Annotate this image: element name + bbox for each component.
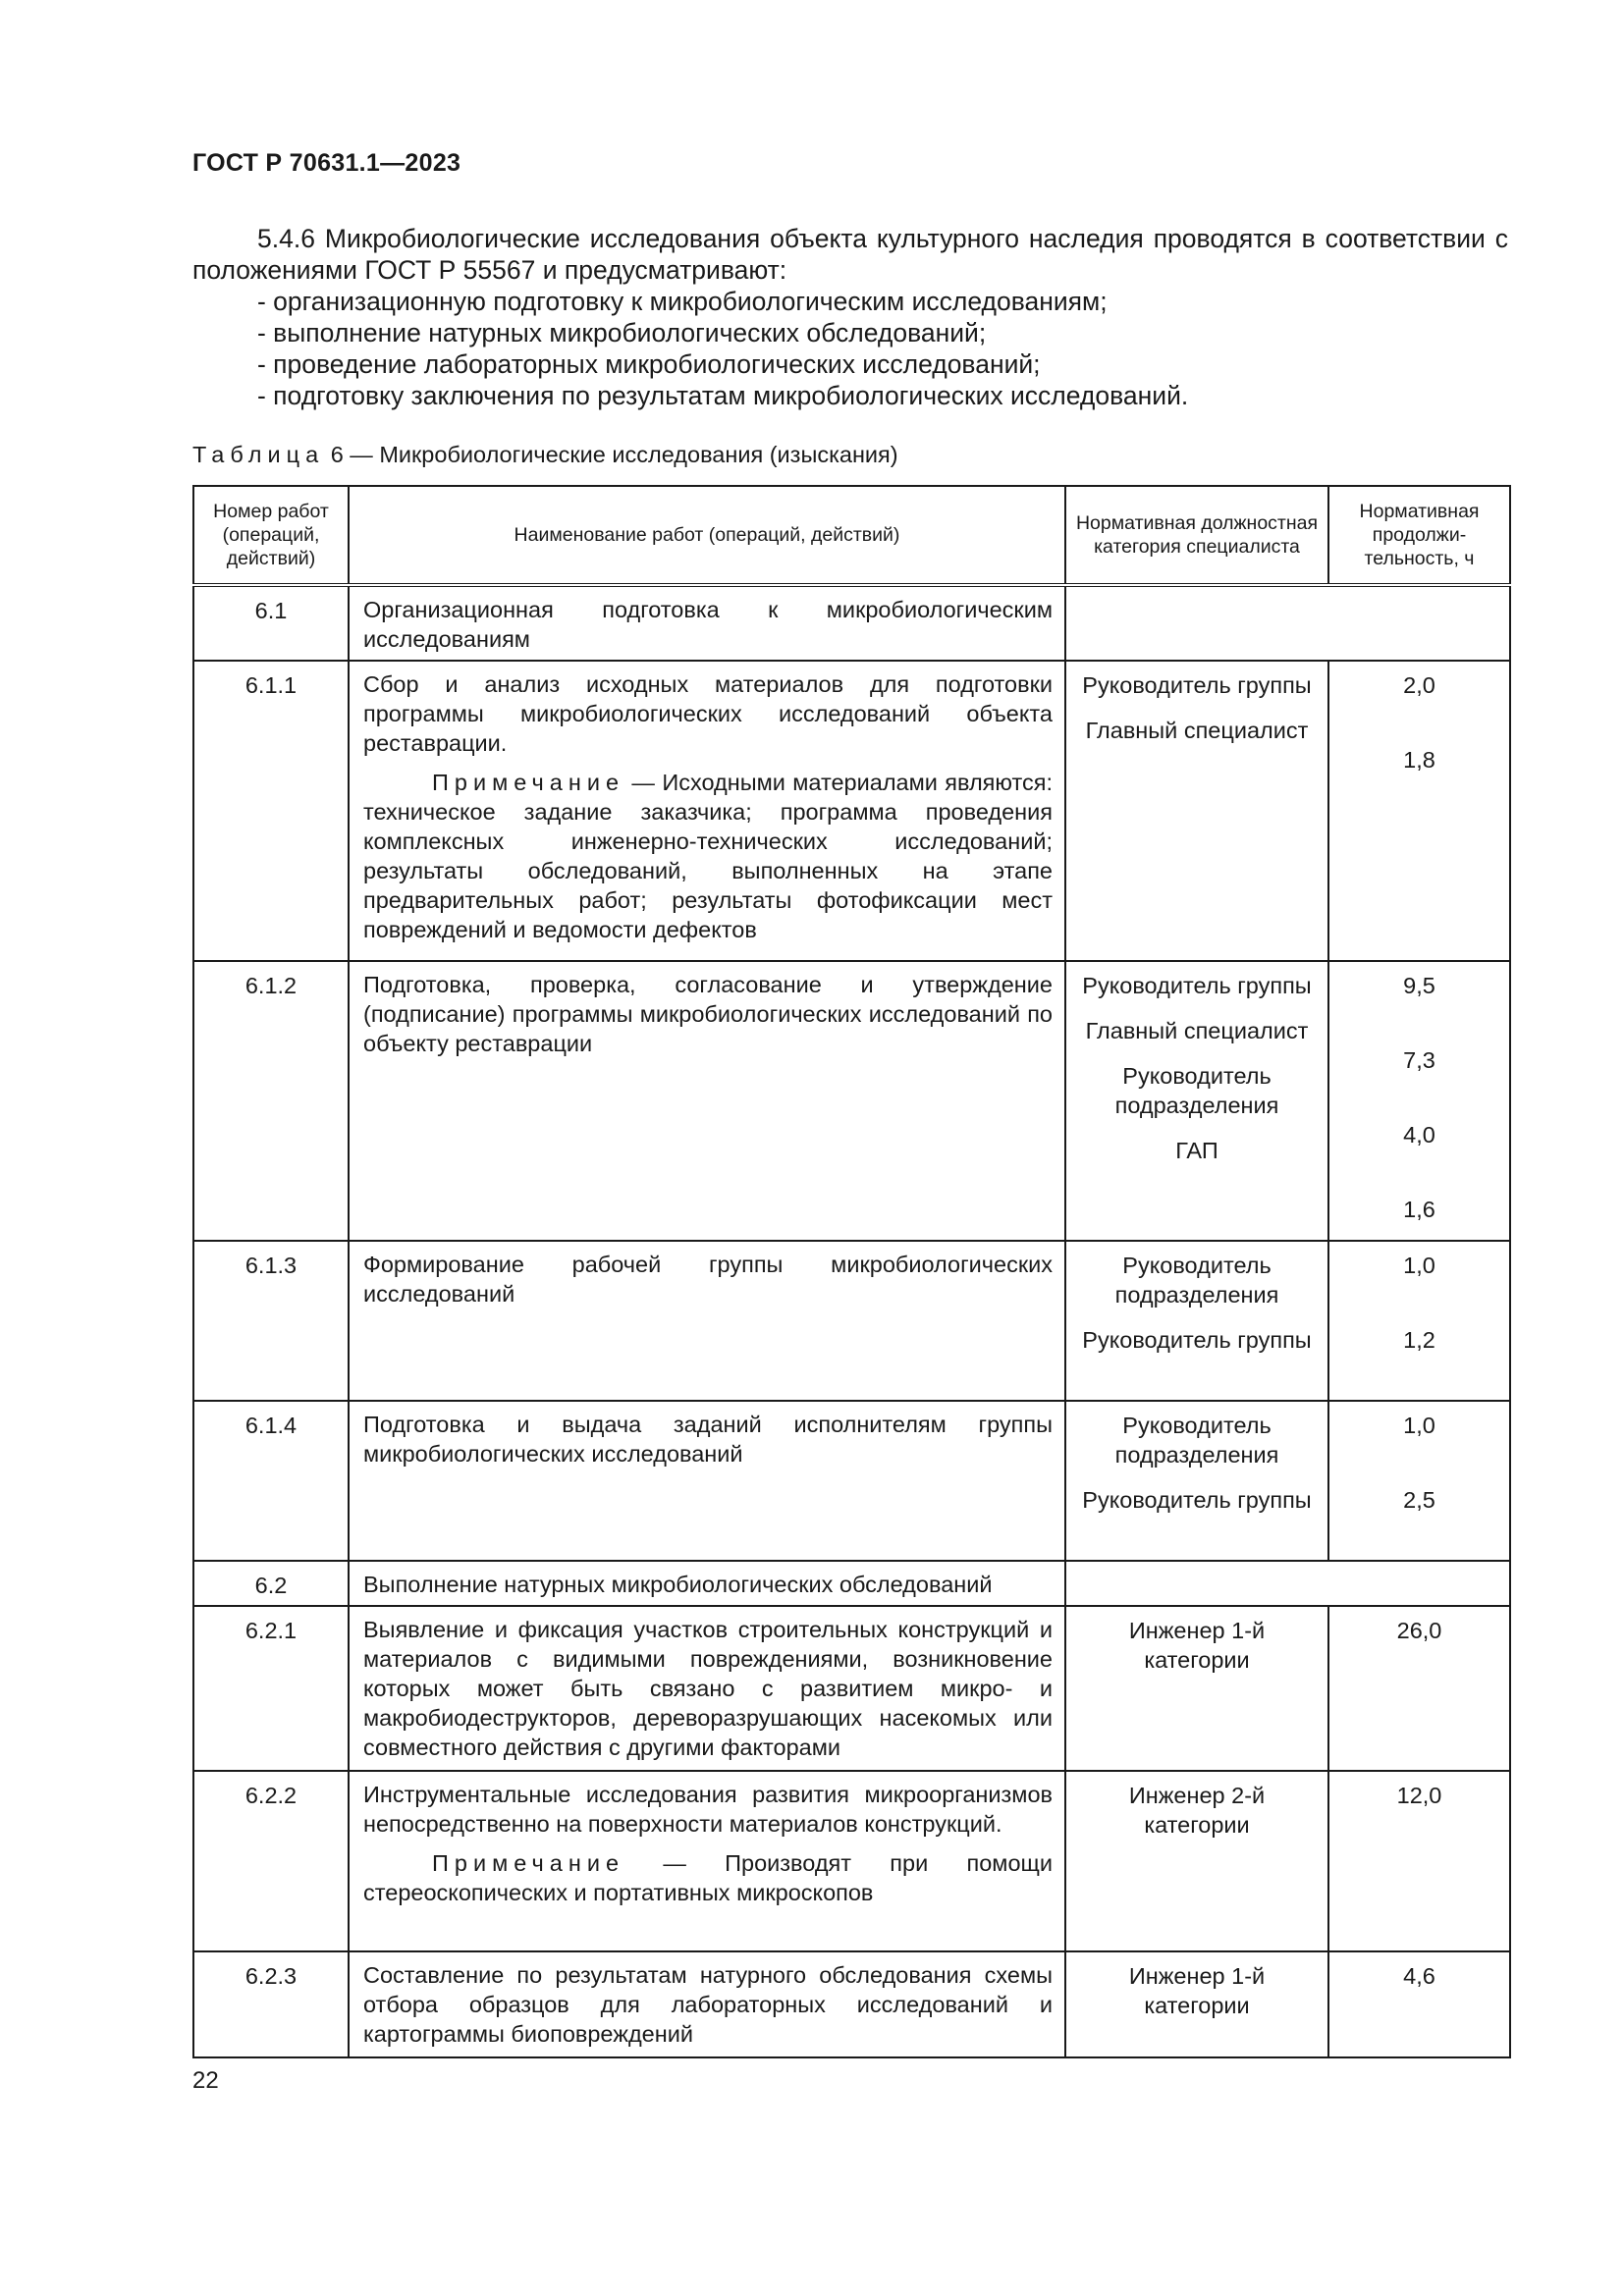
- note-label: Примечание: [432, 770, 625, 795]
- note-text: Исходными материалами являются: техническое задание заказчика; программа проведения комплексных инженерно-технических исследований; результаты обследований, выполненных на этапе предварительных работ; результаты фотофиксации мест повреждений и ведомости дефектов: [363, 770, 1053, 942]
- row-empty-cell: [1065, 585, 1510, 661]
- row-categories: [1065, 1951, 1328, 2057]
- duration-item: 2,0: [1403, 672, 1435, 698]
- row-name: Выполнение натурных микробиологических обследований: [349, 1561, 1065, 1606]
- table-row: [193, 961, 1510, 1241]
- table-row: [193, 1561, 1510, 1606]
- row-name-text: Сбор и анализ исходных материалов для подготовки программы микробиологических исследований объекта реставрации.: [363, 671, 1053, 756]
- row-name: Подготовка, проверка, согласование и утверждение (подписание) программы микробиологических исследований по объекту реставрации: [349, 961, 1065, 1241]
- table-caption-label: Таблица: [192, 442, 325, 467]
- row-name: Формирование рабочей группы микробиологических исследований: [349, 1241, 1065, 1401]
- row-name: Подготовка и выдача заданий исполнителям группы микробиологических исследований: [349, 1401, 1065, 1561]
- category-item: Руководитель группы: [1082, 1327, 1312, 1353]
- row-number: 6.2.1: [193, 1606, 349, 1771]
- row-note: Примечание — Исходными материалами являются: техническое задание заказчика; программа проведения комплексных инженерно-технических исследований; результаты обследований, выполненных на этапе предварительных работ; результаты фотофиксации мест повреждений и ведомости дефектов: [363, 770, 1053, 942]
- row-durations: [1328, 1951, 1510, 2057]
- row-number: 6.1.4: [193, 1401, 349, 1561]
- row-number: 6.2: [193, 1561, 349, 1606]
- duration-item: 1,2: [1403, 1327, 1435, 1353]
- row-name: [349, 661, 1065, 961]
- intro-list-item: - выполнение натурных микробиологических обследований;: [257, 318, 987, 347]
- row-number: 6.1.1: [193, 661, 349, 961]
- row-name: [349, 1771, 1065, 1951]
- duration-item: 26,0: [1396, 1618, 1442, 1643]
- table-caption: [192, 442, 898, 468]
- row-name: Выявление и фиксация участков строительных конструкций и материалов с видимыми повреждениями, возникновение которых может быть связано с развитием микро- и макробиодеструкторов, дереворазрушающих насекомых или совместного действия с другими факторами: [349, 1606, 1065, 1771]
- note-text: Производят при помощи стереоскопических и портативных микроскопов: [363, 1850, 1053, 1905]
- category-item: Инженер 1-й категории: [1128, 1963, 1266, 2018]
- row-durations: [1328, 1606, 1510, 1771]
- row-durations: [1328, 1771, 1510, 1951]
- table-header-row: [193, 486, 1510, 585]
- duration-item: 4,0: [1403, 1122, 1435, 1148]
- intro-list-item: - подготовку заключения по результатам микробиологических исследований.: [257, 381, 1189, 410]
- category-item: Инженер 2-й категории: [1128, 1783, 1266, 1838]
- row-durations: [1328, 961, 1510, 1241]
- table-row: [193, 661, 1510, 961]
- category-item: Инженер 1-й категории: [1128, 1618, 1266, 1673]
- table-row: [193, 1401, 1510, 1561]
- header-name: Наименование работ (операций, действий): [349, 486, 1065, 585]
- category-item: ГАП: [1175, 1138, 1218, 1163]
- header-category: Нормативная должностная категория специалиста: [1065, 486, 1328, 585]
- duration-item: 1,8: [1403, 747, 1435, 773]
- row-empty-cell: [1065, 1561, 1510, 1606]
- header-duration: Нормативная продолжи-тельность, ч: [1328, 486, 1510, 585]
- row-number: 6.1.2: [193, 961, 349, 1241]
- intro-list-item: - организационную подготовку к микробиологическим исследованиям;: [257, 287, 1108, 316]
- row-categories: [1065, 661, 1328, 961]
- row-categories: [1065, 961, 1328, 1241]
- table-row: [193, 1771, 1510, 1951]
- table-row: [193, 1241, 1510, 1401]
- duration-item: 2,5: [1403, 1487, 1435, 1513]
- duration-item: 1,0: [1403, 1413, 1435, 1438]
- document-header: ГОСТ Р 70631.1—2023: [192, 149, 461, 177]
- row-note: Примечание — Производят при помощи стереоскопических и портативных микроскопов: [363, 1850, 1053, 1905]
- duration-item: 1,0: [1403, 1253, 1435, 1278]
- row-name-text: Инструментальные исследования развития микроорганизмов непосредственно на поверхности материалов конструкций.: [363, 1782, 1053, 1837]
- category-item: Руководитель группы: [1082, 672, 1312, 698]
- category-item: Руководитель группы: [1082, 1487, 1312, 1513]
- row-number: 6.2.3: [193, 1951, 349, 2057]
- table-row: [193, 1951, 1510, 2057]
- table-row: [193, 1606, 1510, 1771]
- duration-item: 12,0: [1396, 1783, 1442, 1808]
- category-item: Руководитель группы: [1082, 973, 1312, 998]
- intro-section: [192, 223, 1508, 411]
- category-item: Руководитель подразделения: [1114, 1253, 1279, 1308]
- row-categories: [1065, 1241, 1328, 1401]
- duration-item: 9,5: [1403, 973, 1435, 998]
- row-categories: [1065, 1401, 1328, 1561]
- row-categories: [1065, 1606, 1328, 1771]
- duration-item: 7,3: [1403, 1047, 1435, 1073]
- row-durations: [1328, 661, 1510, 961]
- intro-paragraph: 5.4.6 Микробиологические исследования объекта культурного наследия проводятся в соответствии с положениями ГОСТ Р 55567 и предусматривают:: [192, 224, 1508, 285]
- table-caption-text: 6 — Микробиологические исследования (изыскания): [330, 442, 898, 467]
- row-name: Составление по результатам натурного обследования схемы отбора образцов для лабораторных исследований и картограммы биоповреждений: [349, 1951, 1065, 2057]
- category-item: Руководитель подразделения: [1114, 1413, 1279, 1468]
- intro-list-item: - проведение лабораторных микробиологических исследований;: [257, 349, 1041, 379]
- duration-item: 4,6: [1403, 1963, 1435, 1989]
- category-item: Главный специалист: [1085, 718, 1309, 743]
- row-number: 6.1: [193, 585, 349, 661]
- header-number: Номер работ (операций, действий): [193, 486, 349, 585]
- works-table: [192, 485, 1511, 2058]
- table-row: [193, 585, 1510, 661]
- row-number: 6.2.2: [193, 1771, 349, 1951]
- note-label: Примечание: [432, 1850, 625, 1876]
- category-item: Руководитель подразделения: [1114, 1063, 1279, 1118]
- duration-item: 1,6: [1403, 1197, 1435, 1222]
- row-durations: [1328, 1401, 1510, 1561]
- page-number: 22: [192, 2067, 219, 2094]
- row-number: 6.1.3: [193, 1241, 349, 1401]
- row-durations: [1328, 1241, 1510, 1401]
- category-item: Главный специалист: [1085, 1018, 1309, 1043]
- row-categories: [1065, 1771, 1328, 1951]
- row-name: Организационная подготовка к микробиологическим исследованиям: [349, 585, 1065, 661]
